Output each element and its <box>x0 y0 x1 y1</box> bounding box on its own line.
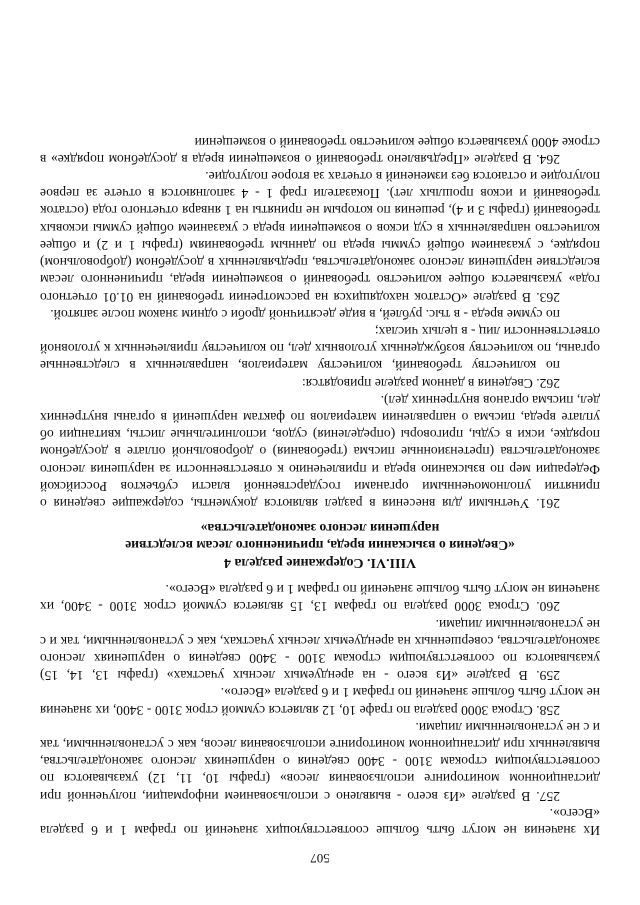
paragraph-258: 258. Строка 3000 раздела по графе 10, 12 является суммой строк 3100 - 3400, их значения не могут быть больше значений по графам 1 и 6 раздела «Всего». <box>40 685 600 718</box>
paragraph-263: 263. В разделе «Остаток находящихся на рассмотрении требований на 01.01 отчетного года» указывается общее количество требований о возмещении вреда, причиненного лесам вследствие нарушения лесного законодательства, предъявленных в досудебном (добровольном) порядке, с указанием общей суммы вреда по данным требованиям (графы 1 и 2) и общее количество направленных в суд исков о возмещении вреда с указанием общей суммы исковых требований (графы 3 и 4), решения по которым не приняты на 1 января отчетного года (остаток требований и исков прошлых лет). Показатели граф 1 - 4 заполняются в отчете за первое полугодие и остаются без изменений в отчетах за второе полугодие. <box>40 169 600 305</box>
paragraph-256-tail: Их значения не могут быть больше соответствующих значений по графам 1 и 6 раздела «Всего». <box>40 805 600 838</box>
paragraph-264: 264. В разделе «Предъявлено требований о возмещении вреда в досудебном порядке» в строке 4000 указывается общее количество требований о возмещении <box>40 134 600 167</box>
paragraph-257: 257. В разделе «Из всего - выявлено с использованием информации, полученной при дистанционном мониторинге использования лесов» (графы 10, 11, 12) указываются по соответствующим строкам 3100 - 3400 сведения о нарушениях лесного законодательства, выявленных при дистанционном мониторинге использования лесов, как с установленными, так и с не установленными лицами. <box>40 719 600 804</box>
section-heading-line2: «Сведения о взыскании вреда, причиненного лесам вследствие <box>125 537 515 553</box>
section-heading-line3: нарушения лесного законодательства» <box>200 520 440 536</box>
document-body <box>40 133 600 839</box>
section-heading <box>40 520 600 571</box>
paragraph-260: 260. Строка 3000 раздела по графам 13, 15 является суммой строк 3100 - 3400, их значения не могут быть больше значений по графам 1 и 6 раздела «Всего». <box>40 582 600 615</box>
paragraph-259: 259. В разделе «Из всего - на арендуемых лесных участках» (графы 13, 14, 15) указываются по соответствующим строкам 3100 - 3400 сведения о нарушениях лесного законодательства, совершенных на арендуемых лесных участках, как с установленными, так и с не установленными лицами. <box>40 616 600 684</box>
section-heading-number: VIII.VI. Содержание раздела 4 <box>223 554 417 570</box>
paragraph-262-item-sum: по сумме вреда - в тыс. рублей, в виде десятичной дроби с одним знаком после запятой. <box>50 306 560 322</box>
paragraph-261: 261. Учетными для внесения в раздел являются документы, содержащие сведения о принятии уполномоченными органами государственной власти субъектов Российской Федерации мер по взысканию вреда и привлечению к ответственности за нарушения лесного законодательства (претензионные письма (требования) о добровольной оплате в досудебном порядке, иски в суды, приговоры (определения) судов, исполнительные листы, квитанции об уплате вреда, письма о направлении материалов по фактам нарушений в органы внутренних дел, письма органов внутренних дел). <box>40 392 600 511</box>
paragraph-262: 262. Сведения в данном разделе приводятся: <box>302 375 560 391</box>
paragraph-262-item-counts: по количеству требований, количеству материалов, направленных в следственные органы, по количеству возбужденных уголовных дел, по количеству привлеченных к уголовной ответственности лиц - в целых числах; <box>40 323 600 374</box>
page-number: 507 <box>310 851 330 866</box>
